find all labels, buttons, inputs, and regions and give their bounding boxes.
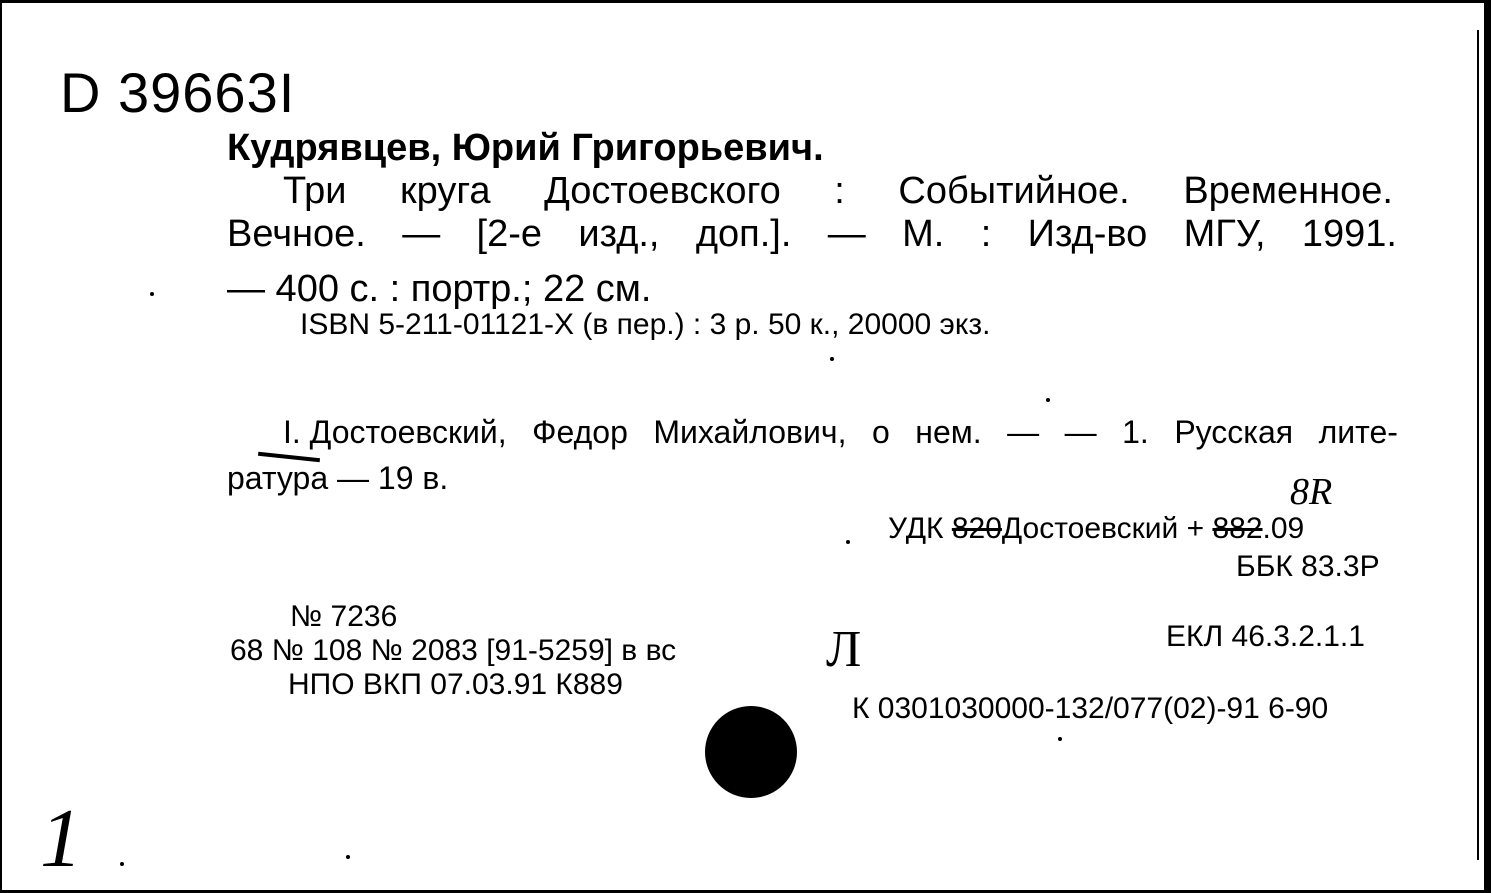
title-line-2 — [227, 213, 1397, 256]
speck — [346, 855, 350, 859]
card-edge-right-inner — [1477, 30, 1479, 860]
title-word: Вечное. — [227, 213, 366, 255]
title-word: 1991. — [1301, 213, 1397, 255]
udk-mid: Достоевский + — [1001, 512, 1213, 545]
speck — [1046, 398, 1050, 402]
k-code: К 0301030000-132/077(02)-91 6-90 — [852, 692, 1329, 725]
card-edge-left — [0, 0, 2, 893]
title-word: — — [827, 213, 866, 255]
author-heading: Кудрявцев, Юрий Григорьевич. — [227, 127, 824, 169]
tracing-word: Михайлович, — [653, 414, 847, 450]
title-word: МГУ, — [1183, 213, 1266, 255]
tracing-word: лите- — [1318, 414, 1398, 450]
speck — [830, 357, 834, 361]
tracing-word: — — [1064, 414, 1097, 450]
speck — [1058, 737, 1062, 741]
title-word: доп.]. — [695, 213, 792, 255]
call-number: D 39663I — [60, 61, 296, 124]
udk-prefix: УДК — [888, 512, 952, 545]
card-edge-top — [0, 0, 1491, 3]
title-line-3: — 400 с. : портр.; 22 см. — [227, 268, 652, 310]
subject-tracing-line-1 — [283, 414, 1398, 451]
title-word: Достоевского — [544, 170, 781, 212]
tracing-word: 1. — [1122, 414, 1149, 450]
language-mark: Л — [826, 621, 862, 678]
speck — [846, 540, 850, 544]
title-line-1 — [283, 170, 1393, 213]
isbn-line: ISBN 5-211-01121-X (в пер.) : 3 р. 50 к., 20000 экз. — [300, 308, 991, 341]
title-word: : — [980, 213, 992, 255]
title-word: изд., — [578, 213, 660, 255]
handwritten-annotation: 8R — [1290, 471, 1333, 513]
card-edge-right — [1484, 0, 1491, 893]
title-word: Событийное. — [898, 170, 1130, 212]
udk-classification — [888, 512, 1304, 546]
speck — [120, 862, 124, 866]
title-word: : — [834, 170, 845, 212]
udk-suffix: .09 — [1262, 512, 1305, 545]
title-word: круга — [400, 170, 491, 212]
ekl-classification: ЕКЛ 46.3.2.1.1 — [1166, 620, 1365, 653]
punch-hole — [705, 706, 797, 798]
tracing-word: I. Достоевский, — [283, 414, 507, 450]
title-word: Три — [283, 170, 347, 212]
udk-struck-code: 820 — [951, 512, 1002, 545]
tracing-word: Федор — [532, 414, 628, 450]
title-word: Изд-во — [1027, 213, 1148, 255]
tracing-word: Русская — [1174, 414, 1294, 450]
accession-line-3: НПО ВКП 07.03.91 К889 — [288, 668, 623, 701]
title-word: — — [402, 213, 441, 255]
tracing-word: о — [871, 414, 890, 450]
tracing-word: — — [1007, 414, 1040, 450]
speck — [150, 292, 154, 296]
title-word: Временное. — [1183, 170, 1393, 212]
tracing-word: нем. — [915, 414, 982, 450]
udk-struck-code-2: 882 — [1212, 512, 1263, 545]
accession-line-1: № 7236 — [290, 600, 398, 633]
subject-tracing-line-2: ратура — 19 в. — [227, 460, 449, 496]
bbk-classification: ББК 83.3Р — [1236, 550, 1380, 583]
handwritten-card-number: 1 — [40, 792, 82, 885]
accession-line-2: 68 № 108 № 2083 [91-5259] в вс — [230, 634, 677, 667]
title-word: М. — [902, 213, 945, 255]
title-word: [2-е — [476, 213, 543, 255]
